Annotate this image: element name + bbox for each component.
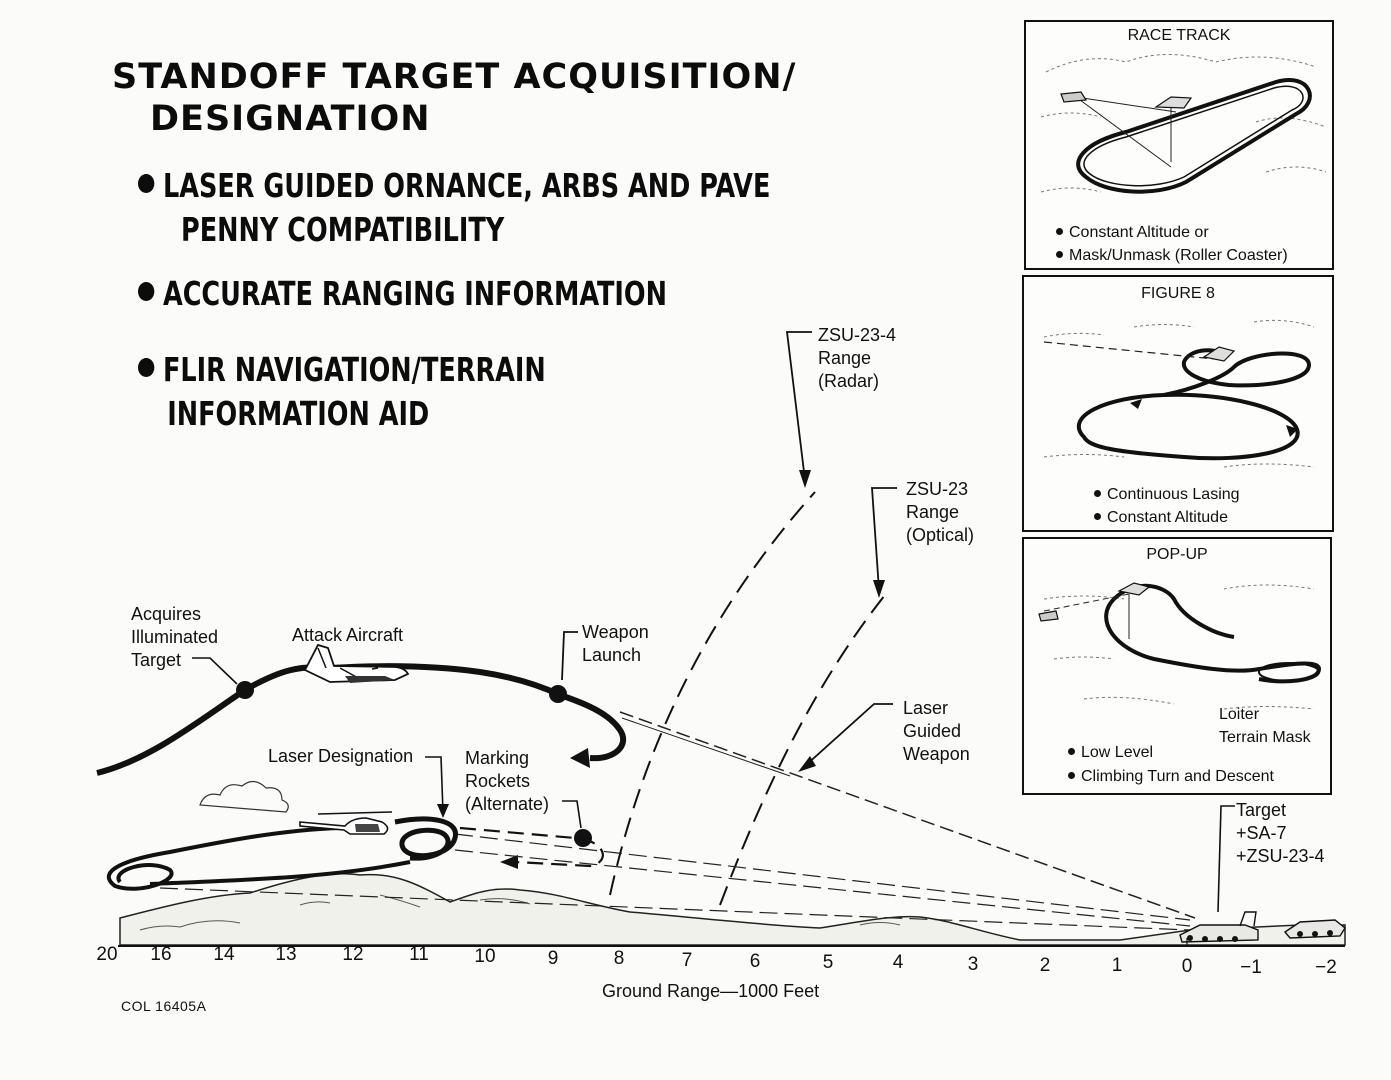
zsu-23-4-label-line: ZSU-23-4 [818, 325, 897, 345]
zsu-23-leader [872, 488, 897, 590]
race-track-note-1 [1056, 221, 1209, 245]
marking-label-line: Marking [465, 748, 530, 768]
axis-tick-label: 1 [1111, 955, 1123, 976]
bullet-3-line-1: FLIR NAVIGATION/TERRAIN [162, 350, 546, 389]
axis-tick-label: 6 [749, 951, 761, 972]
bullet-dot-icon [1056, 251, 1063, 258]
zsu-23-label-line: (Optical) [906, 525, 975, 545]
laser-designation-label: Laser Designation [268, 746, 414, 766]
zsu-23-4-label [818, 324, 896, 393]
figure-8-illustration [1024, 277, 1332, 487]
bullet-dot-icon [1056, 228, 1063, 235]
axis-tick-label: 3 [967, 954, 979, 975]
target-label-line: Target [1236, 800, 1287, 820]
bullet-1-line-1: LASER GUIDED ORNANCE, ARBS AND PAVE [162, 166, 771, 205]
zsu-23-4-leader [787, 332, 812, 480]
pop-up-note-2 [1068, 765, 1274, 789]
bullet-dot-icon [1094, 490, 1101, 497]
bullet-3-line-2: INFORMATION AID [167, 394, 430, 433]
axis-tick-label: 14 [213, 944, 235, 965]
zsu-23-4-range-arc [610, 492, 815, 895]
race-track-illustration [1026, 22, 1332, 222]
pop-up-note-text: Climbing Turn and Descent [1081, 768, 1274, 785]
axis-tick-label: 2 [1039, 955, 1051, 976]
axis-label: Ground Range—1000 Feet [602, 981, 820, 1001]
target-label-line: +ZSU-23-4 [1236, 846, 1325, 866]
race-track-note-2 [1056, 244, 1288, 268]
weapon-launch-label [582, 621, 649, 667]
weapon-launch-label-line: Launch [582, 645, 642, 665]
panel-race-track [1024, 20, 1334, 270]
bullet-dot-icon [1094, 513, 1101, 520]
axis-tick-label: 20 [96, 944, 118, 965]
zsu-23-4-label-line: Range [818, 348, 872, 368]
zsu-23-label [906, 478, 974, 547]
laser-guided-weapon-label [903, 697, 970, 766]
bullet-dot-icon [1068, 772, 1075, 779]
marking-leader [562, 801, 581, 828]
figure-8-note-text: Constant Altitude [1107, 509, 1228, 526]
terrain-hills [120, 874, 1345, 945]
title-line-2: DESIGNATION [150, 99, 431, 139]
document-code: COL 16405A [121, 998, 207, 1014]
title-line-1: STANDOFF TARGET ACQUISITION/ [112, 57, 797, 97]
zsu-23-4-label-line: (Radar) [818, 371, 880, 391]
marking-rockets-label [465, 747, 549, 816]
acquire-point [236, 681, 254, 699]
axis-tick-label: 13 [275, 944, 297, 965]
axis-tick-label: 9 [547, 948, 559, 969]
axis-tick-label: 8 [613, 948, 625, 969]
pop-up-note-text: Low Level [1081, 744, 1154, 761]
axis-tick-label: 5 [822, 952, 834, 973]
axis-tick-label: 7 [681, 950, 693, 971]
panel-pop-up [1022, 537, 1332, 795]
pop-up-note-1 [1068, 741, 1153, 765]
axis-tick-label: 10 [474, 946, 496, 967]
bullet-dot-icon [1068, 748, 1075, 755]
target-leader [1218, 806, 1235, 912]
pop-up-loiter: Loiter [1219, 706, 1260, 723]
axis-tick-label: −2 [1315, 957, 1337, 978]
axis-tick-label: −1 [1240, 957, 1262, 978]
target-label [1236, 799, 1325, 868]
marking-label-line: Rockets [465, 771, 531, 791]
axis-tick-label: 11 [409, 944, 429, 965]
cloud-icon [200, 781, 288, 812]
laser-guided-label-line: Weapon [903, 744, 970, 764]
race-track-note-text: Constant Altitude or [1069, 224, 1209, 241]
weapon-launch-point [549, 685, 567, 703]
panel-title: FIGURE 8 [1141, 285, 1215, 302]
attack-aircraft-label: Attack Aircraft [292, 625, 404, 645]
panel-title: RACE TRACK [1127, 27, 1231, 44]
zsu-23-label-line: ZSU-23 [906, 479, 969, 499]
axis-tick-label: 16 [150, 944, 172, 965]
figure-8-note-2 [1094, 506, 1228, 530]
axis-tick-label: 0 [1181, 956, 1193, 977]
acquires-label [131, 603, 218, 672]
acquires-label-line: Illuminated [131, 627, 219, 647]
pop-up-terrain-mask: Terrain Mask [1219, 729, 1311, 746]
zsu-23-label-line: Range [906, 502, 960, 522]
panel-title: POP-UP [1146, 546, 1208, 563]
acquires-label-line: Target [131, 650, 182, 670]
pop-up-illustration [1024, 539, 1330, 739]
figure-8-note-1 [1094, 483, 1240, 507]
axis-tick-label: 12 [342, 944, 364, 965]
target-label-line: +SA-7 [1236, 823, 1287, 843]
helicopter-figure8-path [395, 819, 456, 858]
figure-8-note-text: Continuous Lasing [1107, 486, 1240, 503]
axis-tick-label: 4 [892, 952, 904, 973]
panel-figure-8 [1022, 275, 1334, 532]
race-track-note-text: Mask/Unmask (Roller Coaster) [1069, 247, 1288, 264]
laser-guided-label-line: Guided [903, 721, 962, 741]
bullet-1-line-2: PENNY COMPATIBILITY [181, 210, 505, 249]
bullet-2-line-1: ACCURATE RANGING INFORMATION [162, 274, 667, 313]
weapon-launch-label-line: Weapon [582, 622, 649, 642]
laser-weapon-leader [805, 704, 893, 766]
attack-path-arrowhead [570, 748, 590, 768]
zsu-23-range-arc [720, 595, 885, 905]
marking-label-line: (Alternate) [465, 794, 550, 814]
laser-guided-label-line: Laser [903, 698, 949, 718]
weapon-launch-leader [562, 632, 578, 680]
laser-designation-leader [425, 757, 443, 812]
acquires-label-line: Acquires [131, 604, 202, 624]
